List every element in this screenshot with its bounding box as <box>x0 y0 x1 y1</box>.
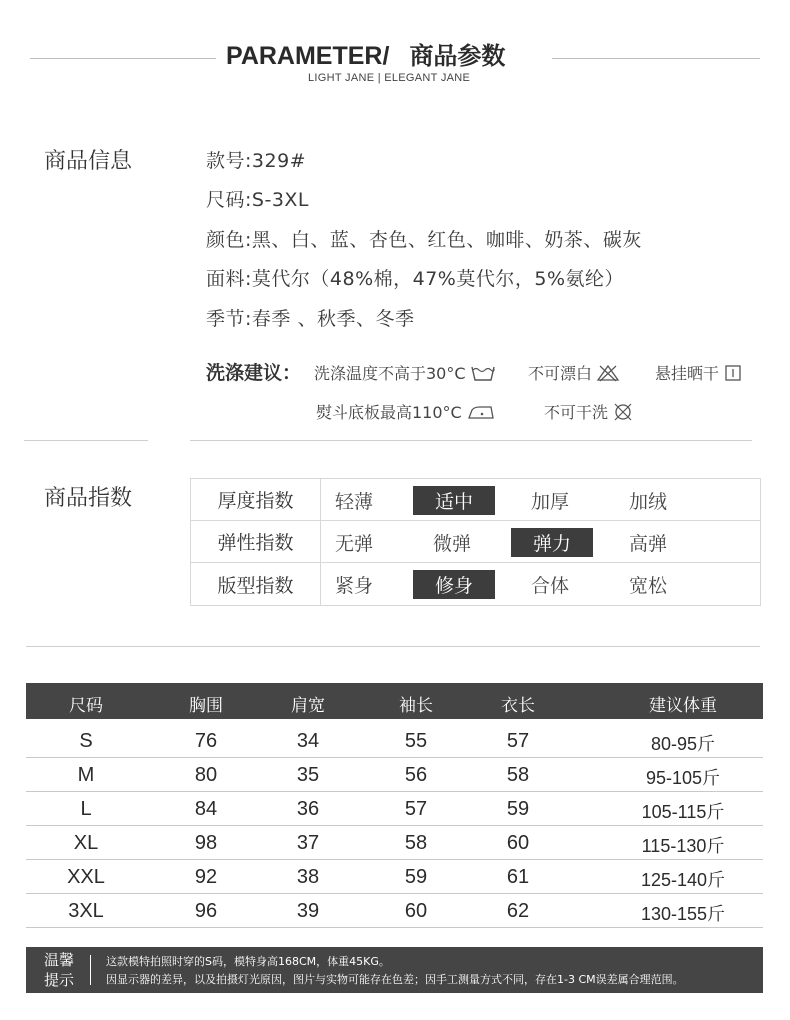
size-header-cell: 建议体重 <box>649 696 717 716</box>
info-color: 颜色:黑、白、蓝、杏色、红色、咖啡、奶茶、碳灰 <box>206 229 642 251</box>
info-size: 尺码:S-3XL <box>206 189 310 211</box>
divider-right <box>190 440 752 441</box>
size-cell: 57 <box>506 730 530 752</box>
care-bleach <box>528 361 620 384</box>
size-cell: 39 <box>296 900 320 922</box>
size-cell: 80 <box>194 764 218 786</box>
info-fabric: 面料:莫代尔（48%棉，47%莫代尔，5%氨纶） <box>206 268 625 290</box>
size-cell: 125-140斤 <box>640 870 726 890</box>
size-cell: 96 <box>194 900 218 922</box>
index-option: 合体 <box>531 575 570 597</box>
no-dry-clean-icon <box>612 402 634 422</box>
warm-tip-tag <box>42 950 76 990</box>
index-row-fit <box>191 563 760 605</box>
index-option: 高弹 <box>629 533 668 555</box>
size-header-cell: 衣长 <box>501 696 535 716</box>
size-cell: 38 <box>296 866 320 888</box>
size-cell: L <box>80 798 92 820</box>
warm-tip-line1: 这款模特拍照时穿的S码，模特身高168CM，体重45KG。 <box>106 955 390 968</box>
index-name: 厚度指数 <box>191 479 321 520</box>
table-row <box>26 826 763 860</box>
index-option: 微弹 <box>433 533 472 555</box>
table-row <box>26 758 763 792</box>
index-row-thickness <box>191 479 760 521</box>
line-dry-icon <box>723 364 743 382</box>
table-row <box>26 792 763 826</box>
size-cell: 57 <box>404 798 428 820</box>
warm-tip-tag-line1: 温馨 <box>43 951 74 969</box>
info-season: 季节:春季 、秋季、冬季 <box>206 308 415 330</box>
index-option: 无弹 <box>335 533 374 555</box>
table-row <box>26 860 763 894</box>
size-cell: 60 <box>506 832 530 854</box>
size-cell: 3XL <box>68 900 104 922</box>
page-title-en: PARAMETER/ <box>226 42 390 70</box>
size-cell: 84 <box>194 798 218 820</box>
size-cell: M <box>77 764 95 786</box>
size-cell: 59 <box>404 866 428 888</box>
index-table <box>190 478 761 606</box>
index-row-elasticity <box>191 521 760 563</box>
size-cell: 76 <box>194 730 218 752</box>
size-cell: 36 <box>296 798 320 820</box>
index-option-selected: 适中 <box>413 486 495 515</box>
page-title <box>226 36 505 71</box>
divider-left <box>24 440 148 441</box>
care-wash-label: 洗涤温度不高于30°C <box>314 364 466 383</box>
size-header-cell: 胸围 <box>189 696 223 716</box>
care-dry <box>655 361 743 384</box>
index-option: 加厚 <box>531 491 570 513</box>
care-title: 洗涤建议： <box>206 362 302 384</box>
care-dry-label: 悬挂晒干 <box>655 364 720 383</box>
index-option: 紧身 <box>335 575 374 597</box>
care-iron-label: 熨斗底板最高110°C <box>316 403 462 422</box>
size-cell: S <box>79 730 93 752</box>
divider-index-bottom <box>26 646 760 647</box>
index-section-label: 商品指数 <box>44 486 133 511</box>
care-bleach-label: 不可漂白 <box>528 364 593 383</box>
index-option: 宽松 <box>629 575 668 597</box>
info-style-no: 款号:329# <box>206 150 307 172</box>
wash-tub-icon <box>470 364 496 382</box>
warm-tip-separator <box>90 955 91 985</box>
index-option: 加绒 <box>629 491 668 513</box>
index-name: 弹性指数 <box>191 521 321 562</box>
size-cell: 58 <box>506 764 530 786</box>
size-cell: 37 <box>296 832 320 854</box>
size-cell: 115-130斤 <box>641 836 725 856</box>
table-row <box>26 724 763 758</box>
size-cell: 92 <box>194 866 218 888</box>
care-dryclean-label: 不可干洗 <box>544 403 609 422</box>
size-cell: 80-95斤 <box>650 734 716 754</box>
size-header-cell: 袖长 <box>399 696 433 716</box>
care-dryclean <box>544 400 634 423</box>
page-subtitle: LIGHT JANE | ELEGANT JANE <box>308 72 471 84</box>
warm-tip-line2: 因显示器的差异，以及拍摄灯光原因，图片与实物可能存在色差；因手工测量方式不同，存在1-3 CM误差属合理范围。 <box>106 973 684 986</box>
index-name: 版型指数 <box>191 563 321 605</box>
size-cell: 62 <box>506 900 530 922</box>
header-line-right <box>552 58 760 59</box>
size-header-cell: 尺码 <box>69 696 103 716</box>
size-cell: 60 <box>404 900 428 922</box>
warm-tip-tag-line2: 提示 <box>43 971 74 989</box>
size-cell: XL <box>73 832 99 854</box>
index-option: 轻薄 <box>335 491 374 513</box>
care-iron <box>316 400 496 423</box>
size-cell: 61 <box>506 866 530 888</box>
size-cell: 34 <box>296 730 320 752</box>
warm-tip-bar <box>26 947 763 993</box>
size-cell: 95-105斤 <box>645 768 721 788</box>
size-cell: 35 <box>296 764 320 786</box>
size-cell: 55 <box>404 730 428 752</box>
page-title-cn: 商品参数 <box>409 42 506 70</box>
size-cell: 58 <box>404 832 428 854</box>
iron-icon <box>466 403 496 421</box>
size-table-header <box>26 683 763 719</box>
care-wash <box>314 361 496 384</box>
no-bleach-icon <box>596 364 620 382</box>
size-cell: 105-115斤 <box>641 802 725 822</box>
index-option-selected: 弹力 <box>511 528 593 557</box>
table-row <box>26 894 763 928</box>
size-cell: XXL <box>67 866 105 888</box>
size-header-cell: 肩宽 <box>291 696 325 716</box>
header-line-left <box>30 58 216 59</box>
size-cell: 130-155斤 <box>640 904 726 924</box>
size-cell: 59 <box>506 798 530 820</box>
size-cell: 98 <box>194 832 218 854</box>
info-section-label: 商品信息 <box>44 149 133 174</box>
index-option-selected: 修身 <box>413 570 495 599</box>
size-cell: 56 <box>404 764 428 786</box>
